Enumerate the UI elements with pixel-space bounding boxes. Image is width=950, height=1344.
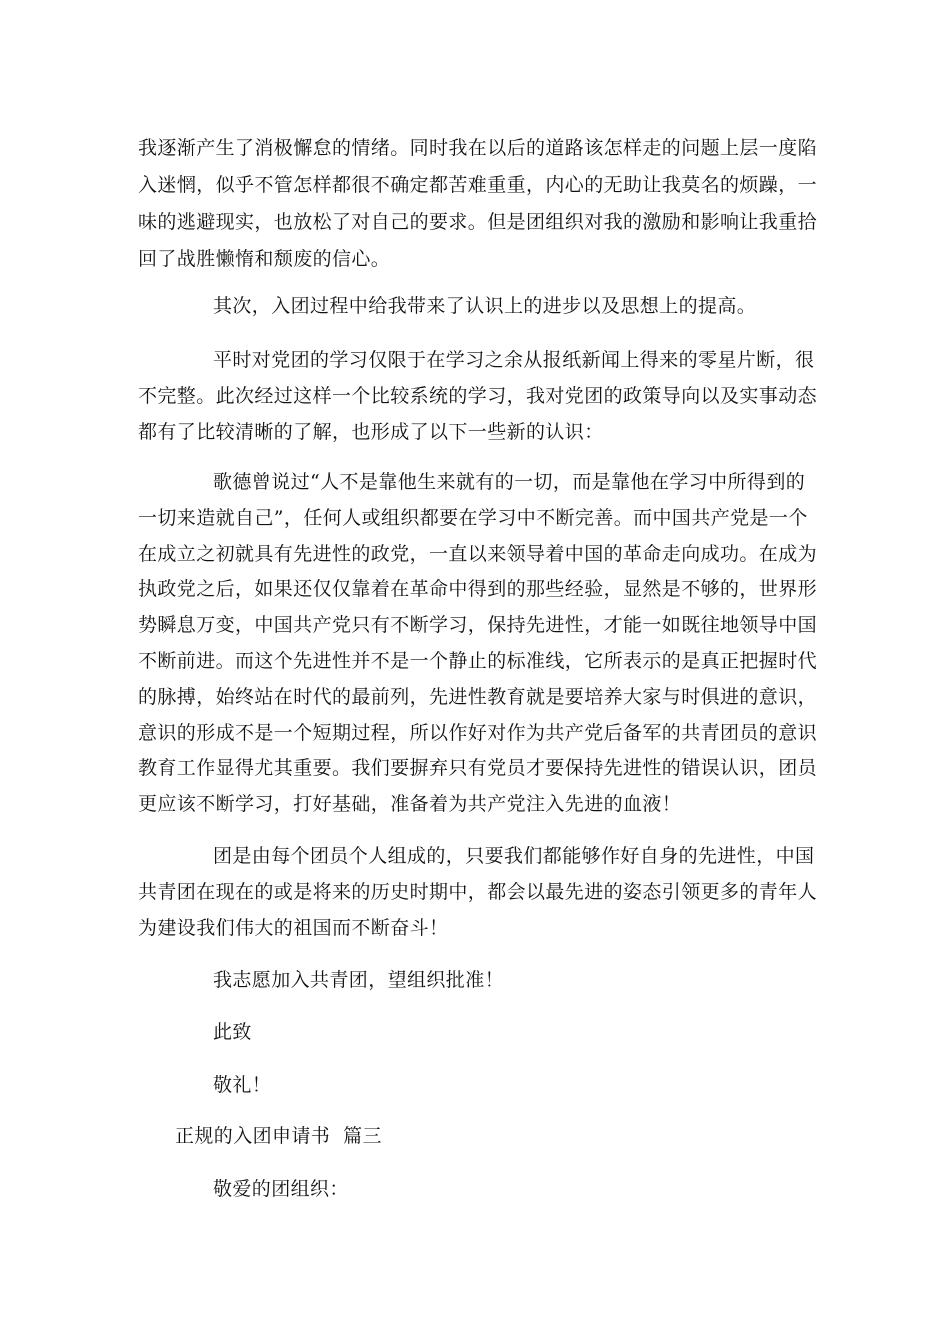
paragraph-1-line-4: 回了战胜懒惰和颓废的信心。	[138, 248, 391, 270]
closing-wish: 我志愿加入共青团，望组织批准！	[213, 969, 505, 991]
paragraph-1-line-3: 味的逃避现实，也放松了对自己的要求。但是团组织对我的激励和影响让我重拾	[138, 211, 818, 233]
paragraph-4-line-6: 不断前进。而这个先进性并不是一个静止的标准线，它所表示的是真正把握时代	[138, 650, 818, 672]
paragraph-4-line-4: 执政党之后，如果还仅仅靠着在革命中得到的那些经验，显然是不够的，世界形	[138, 578, 818, 600]
paragraph-4-line-1: 歌德曾说过“人不是靠他生来就有的一切，而是靠他在学习中所得到的	[213, 471, 806, 493]
paragraph-4-line-2: 一切来造就自己”，任何人或组织都要在学习中不断完善。而中国共产党是一个	[138, 507, 808, 529]
paragraph-4-line-8: 意识的形成不是一个短期过程，所以作好对作为共产党后备军的共青团员的意识	[138, 722, 818, 744]
section-heading: 正规的入团申请书 篇三	[175, 1125, 382, 1147]
paragraph-5-line-2: 共青团在现在的或是将来的历史时期中，都会以最先进的姿态引领更多的青年人	[138, 881, 818, 903]
paragraph-4-line-3: 在成立之初就具有先进性的政党，一直以来领导着中国的革命走向成功。在成为	[138, 543, 818, 565]
paragraph-1-line-2: 入迷惘，似乎不管怎样都很不确定都苦难重重，内心的无助让我莫名的烦躁，一	[138, 174, 818, 196]
paragraph-1-line-1: 我逐渐产生了消极懈怠的情绪。同时我在以后的道路该怎样走的问题上层一度陷	[138, 137, 818, 159]
paragraph-5-line-1: 团是由每个团员个人组成的，只要我们都能够作好自身的先进性，中国	[213, 845, 815, 867]
paragraph-4-line-5: 势瞬息万变，中国共产党只有不断学习，保持先进性，才能一如既往地领导中国	[138, 614, 818, 636]
salutation: 敬爱的团组织：	[213, 1178, 349, 1200]
paragraph-3-line-3: 都有了比较清晰的了解，也形成了以下一些新的认识：	[138, 421, 604, 443]
paragraph-4-line-10: 更应该不断学习，打好基础，准备着为共产党注入先进的血液！	[138, 793, 682, 815]
closing-jingli: 敬礼！	[213, 1074, 272, 1096]
paragraph-3-line-2: 不完整。此次经过这样一个比较系统的学习，我对党团的政策导向以及实事动态	[138, 385, 818, 407]
paragraph-3-line-1: 平时对党团的学习仅限于在学习之余从报纸新闻上得来的零星片断，很	[213, 349, 815, 371]
paragraph-2-line-1: 其次，入团过程中给我带来了认识上的进步以及思想上的提高。	[213, 295, 757, 317]
paragraph-4-line-9: 教育工作显得尤其重要。我们要摒弃只有党员才要保持先进性的错误认识，团员	[138, 757, 818, 779]
paragraph-5-line-3: 为建设我们伟大的祖国而不断奋斗！	[138, 917, 449, 939]
paragraph-4-line-7: 的脉搏，始终站在时代的最前列，先进性教育就是要培养大家与时俱进的意识，	[138, 686, 818, 708]
closing-cizhi: 此致	[213, 1021, 252, 1043]
